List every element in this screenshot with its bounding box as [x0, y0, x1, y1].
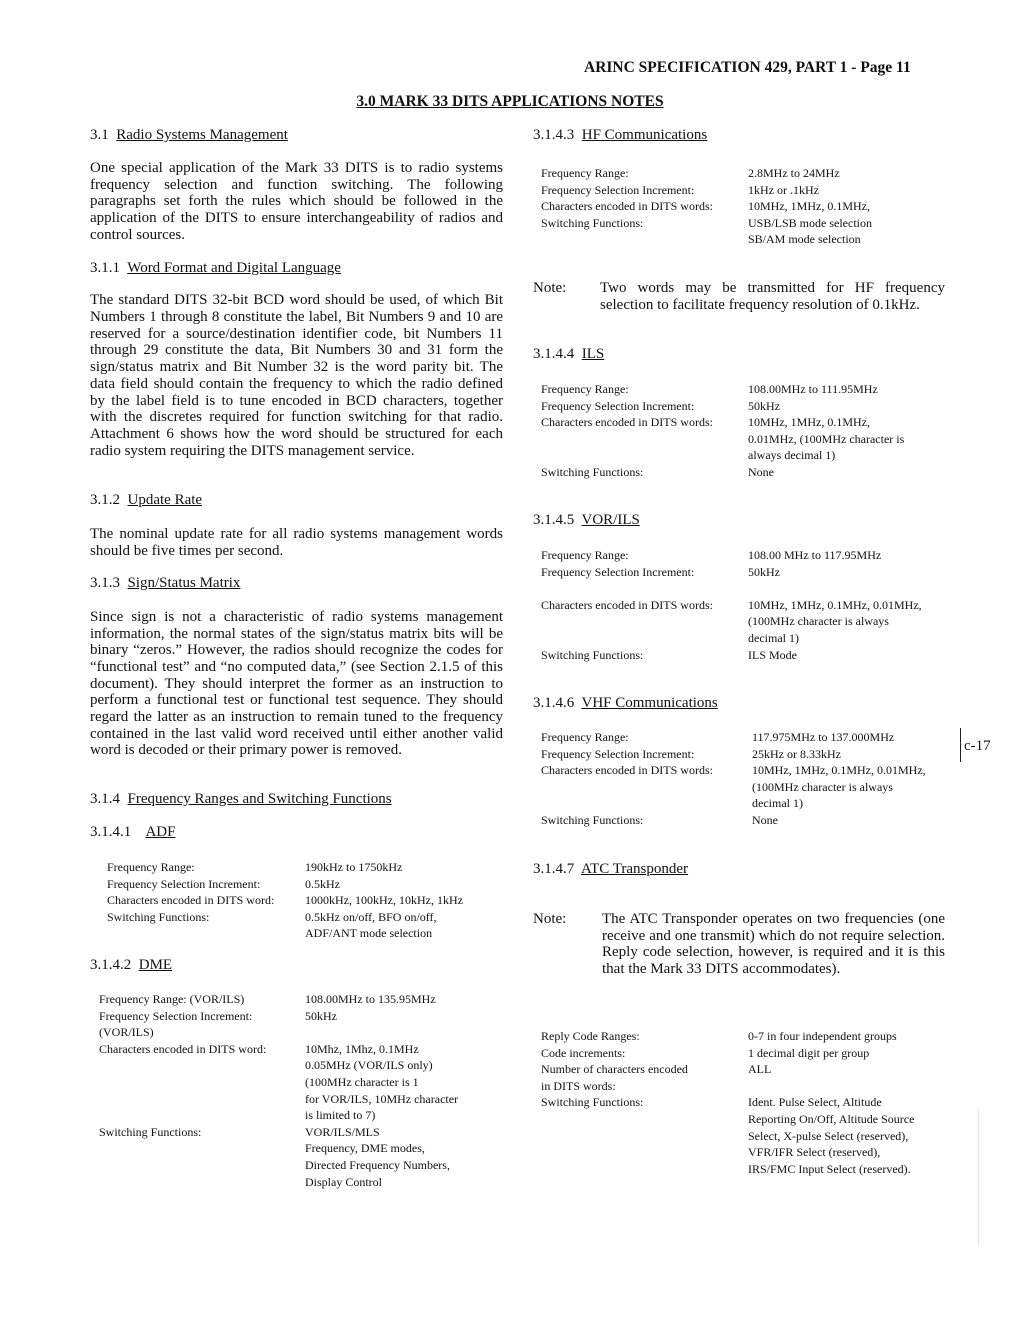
- spec-value-line: 0.05MHz (VOR/ILS only): [305, 1058, 433, 1073]
- spec-value-line: 10Mhz, 1Mhz, 0.1MHz: [305, 1041, 419, 1056]
- spec-label-line: Switching Functions:: [107, 909, 210, 924]
- heading-title: VHF Communications: [581, 695, 718, 711]
- spec-label-line: in DITS words:: [541, 1078, 616, 1093]
- heading-number: 3.1.1: [90, 260, 120, 276]
- change-bar-marker: c-17: [960, 728, 991, 762]
- spec-label-line: Frequency Selection Increment:: [541, 182, 695, 197]
- section-title-text: 3.0 MARK 33 DITS APPLICATIONS NOTES: [356, 93, 664, 110]
- spec-label: [541, 198, 748, 215]
- spec-label: [541, 762, 752, 812]
- spec-value: [748, 1094, 914, 1177]
- spec-value-line: Select, X-pulse Select (reserved),: [748, 1128, 909, 1143]
- spec-label: [107, 876, 305, 893]
- spec-row: [541, 762, 926, 812]
- spec-label-line: Number of characters encoded: [541, 1062, 688, 1077]
- heading-3-1-4-1: [90, 824, 503, 841]
- paragraph-3-1-3: Since sign is not a characteristic of radio systems management information, the normal states of the sign/status matrix bits will be binary “zeros.” However, the radios should recognize the codes for “functional test” and “no computed data,” (see Section 2.1.5 of this document). They should interpret the former as an instruction to perform a functional test or functional test sequence. They should regard the latter as an instruction to remain tuned to the frequency contained in the last valid word received until either another valid word is decoded or their primary power is removed.: [90, 609, 503, 759]
- spec-label: [541, 414, 748, 464]
- spec-label-line: Frequency Selection Increment:: [541, 746, 695, 761]
- spec-value: [748, 1061, 771, 1094]
- heading-number: 3.1.4.7: [533, 861, 575, 877]
- hf-spec-table: [541, 165, 872, 248]
- spec-label: [541, 647, 748, 664]
- spec-value: [748, 165, 840, 182]
- spec-label-line: Characters encoded in DITS word:: [99, 1041, 267, 1056]
- spec-value-line: ILS Mode: [748, 647, 797, 662]
- spec-value-line: ALL: [748, 1062, 772, 1077]
- spec-label-line: Frequency Range:: [107, 860, 195, 874]
- heading-title: VOR/ILS: [581, 512, 640, 528]
- spec-row: [541, 647, 922, 664]
- margin-dotted-line: [978, 1110, 979, 1245]
- spec-label: [541, 729, 752, 746]
- spec-label-line: Switching Functions:: [541, 215, 644, 230]
- spec-row: [541, 414, 904, 464]
- heading-number: 3.1.3: [90, 575, 120, 591]
- spec-row: [541, 381, 904, 398]
- adf-spec-table: [107, 859, 463, 942]
- spec-value: [748, 597, 922, 647]
- page-header: ARINC SPECIFICATION 429, PART 1 - Page 11: [584, 59, 911, 76]
- note-hf: [533, 280, 945, 320]
- spec-label-line: Switching Functions:: [541, 812, 644, 827]
- spec-label: [99, 1008, 305, 1041]
- ils-spec-table: [541, 381, 904, 481]
- heading-3-1-4-5: [533, 512, 945, 529]
- spec-value: [752, 746, 841, 763]
- spec-label-line: Switching Functions:: [541, 1095, 644, 1110]
- heading-title: Word Format and Digital Language: [127, 260, 341, 276]
- spec-label-line: Frequency Selection Increment:: [541, 398, 695, 413]
- spec-label: [99, 1124, 305, 1190]
- spec-value-line: Frequency, DME modes,: [305, 1141, 425, 1156]
- spec-value: [752, 729, 894, 746]
- spec-value: [748, 1028, 897, 1045]
- heading-title: Radio Systems Management: [116, 127, 288, 143]
- spec-value-line: 117.975MHz to 137.000MHz: [752, 730, 895, 744]
- spec-value-line: 0.01MHz, (100MHz character is: [748, 431, 905, 446]
- spec-row: [107, 909, 463, 942]
- spec-label: [541, 215, 748, 248]
- spec-label: [541, 746, 752, 763]
- spec-label: [541, 165, 748, 182]
- spec-label-line: [541, 580, 748, 597]
- heading-number: 3.1.4: [90, 791, 120, 807]
- spec-row: [99, 1008, 458, 1041]
- spec-row: [541, 198, 872, 215]
- spec-row: [541, 597, 922, 647]
- vhf-spec-table: [541, 729, 926, 829]
- spec-row: [99, 991, 458, 1008]
- heading-3-1-4-2: [90, 957, 503, 974]
- spec-value-line: VFR/IFR Select (reserved),: [748, 1145, 881, 1160]
- vor-ils-spec-table: [541, 547, 922, 663]
- spec-row: [99, 1041, 458, 1124]
- spec-value-line: 108.00MHz to 135.95MHz: [305, 992, 436, 1006]
- spec-value-line: decimal 1): [748, 630, 799, 645]
- spec-label-line: Frequency Selection Increment:: [107, 876, 261, 891]
- spec-value: [305, 892, 463, 909]
- spec-value-line: Reporting On/Off, Altitude Source: [748, 1111, 915, 1126]
- spec-value: [305, 859, 402, 876]
- heading-3-1: [90, 127, 503, 144]
- heading-title: Frequency Ranges and Switching Functions: [127, 791, 392, 807]
- spec-row: [541, 746, 926, 763]
- spec-value-line: is limited to 7): [305, 1108, 376, 1123]
- atc-spec-table: [541, 1028, 914, 1177]
- spec-label-line: Frequency Range:: [541, 166, 629, 180]
- heading-title: ATC Transponder: [580, 861, 689, 877]
- heading-title: HF Communications: [581, 127, 708, 143]
- dme-spec-table: [99, 991, 458, 1190]
- spec-label-line: Frequency Range:: [541, 548, 629, 562]
- heading-title: DME: [138, 957, 173, 973]
- spec-label: [107, 909, 305, 942]
- heading-number: 3.1.4.1: [90, 824, 132, 840]
- spec-value-line: decimal 1): [752, 796, 803, 811]
- spec-label-line: Characters encoded in DITS words:: [541, 199, 713, 214]
- spec-value: [305, 991, 436, 1008]
- spec-label: [541, 464, 748, 481]
- spec-value-line: Ident. Pulse Select, Altitude: [748, 1095, 882, 1110]
- spec-label-line: Switching Functions:: [99, 1124, 202, 1139]
- spec-value-line: 50kHz: [748, 398, 780, 413]
- spec-value-line: 190kHz to 1750kHz: [305, 860, 403, 874]
- spec-value-line: USB/LSB mode selection: [748, 215, 872, 230]
- spec-label-line: Switching Functions:: [541, 647, 644, 662]
- spec-row: [541, 1061, 914, 1094]
- spec-label-line: Switching Functions:: [541, 464, 644, 479]
- spec-row: [541, 182, 872, 199]
- note-label: Note:: [533, 911, 567, 927]
- spec-label: [541, 547, 748, 564]
- spec-row: [541, 398, 904, 415]
- spec-value: [748, 398, 780, 415]
- spec-value: [305, 876, 340, 893]
- heading-3-1-4-3: [533, 127, 945, 144]
- spec-value: [748, 182, 819, 199]
- spec-row: [541, 464, 904, 481]
- spec-row: [107, 892, 463, 909]
- spec-label-line: Reply Code Ranges:: [541, 1029, 640, 1043]
- spec-value-line: 1000kHz, 100kHz, 10kHz, 1kHz: [305, 893, 463, 908]
- heading-number: 3.1.4.6: [533, 695, 575, 711]
- spec-value-line: None: [752, 812, 778, 827]
- heading-3-1-4-6: [533, 695, 945, 712]
- spec-label-line: Frequency Range:: [541, 382, 629, 396]
- heading-number: 3.1.4.2: [90, 957, 132, 973]
- heading-title: Sign/Status Matrix: [127, 575, 241, 591]
- spec-label: [541, 597, 748, 647]
- spec-value-line: 10MHz, 1MHz, 0.1MHz, 0.01MHz,: [748, 597, 922, 612]
- paragraph-3-1: One special application of the Mark 33 DITS is to radio systems frequency selection and function switching. The following paragraphs set forth the rules which should be followed in the application of the DITS to ensure interchangeability of radios and control sources.: [90, 160, 503, 243]
- spec-value-line: 0.5kHz: [305, 876, 340, 891]
- spec-value-line: 1kHz or .1kHz: [748, 182, 819, 197]
- spec-label-line: Characters encoded in DITS word:: [107, 893, 275, 908]
- spec-value-line: always decimal 1): [748, 448, 836, 463]
- spec-label: [107, 859, 305, 876]
- spec-label: [541, 398, 748, 415]
- spec-label: [541, 1028, 748, 1045]
- spec-value-line: ADF/ANT mode selection: [305, 926, 433, 941]
- heading-3-1-3: [90, 575, 503, 592]
- note-text: The ATC Transponder operates on two frequencies (one receive and one transmit) which do not require selection. Reply code selection, however, is required and it is this that the Mark 33 DITS accommodates).: [602, 911, 945, 977]
- note-atc: [533, 911, 945, 996]
- spec-label: [107, 892, 305, 909]
- spec-row: [541, 1094, 914, 1177]
- heading-title: ADF: [145, 824, 176, 840]
- spec-label-line: (VOR/ILS): [99, 1025, 154, 1040]
- paragraph-3-1-1: The standard DITS 32-bit BCD word should be used, of which Bit Numbers 1 through 8 constitute the label, Bit Numbers 9 and 10 are reserved for a source/destination identifier code, bit Numbers 11 through 29 constitute the data, Bit Numbers 30 and 31 form the sign/status matrix and Bit Number 32 is the word parity bit. The data field should contain the frequency to which the radio defined by the label field is to tune encoded in BCD characters, together with the discretes required for function switching for that radio. Attachment 6 shows how the word should be structured for each radio system requiring the DITS management service.: [90, 292, 503, 459]
- spec-label: [541, 381, 748, 398]
- note-text: Two words may be transmitted for HF frequency selection to facilitate frequency resolution of 0.1kHz.: [600, 280, 945, 313]
- spec-value: [748, 547, 881, 564]
- heading-3-1-2: [90, 492, 503, 509]
- spec-value-line: None: [748, 464, 774, 479]
- section-title: [0, 93, 1020, 111]
- heading-3-1-4-4: [533, 346, 945, 363]
- spec-label-line: Characters encoded in DITS words:: [541, 415, 713, 430]
- spec-value: [748, 198, 870, 215]
- spec-row: [107, 859, 463, 876]
- spec-row: [107, 876, 463, 893]
- spec-value-line: for VOR/ILS, 10MHz character: [305, 1091, 459, 1106]
- spec-value-line: 10MHz, 1MHz, 0.1MHz,: [748, 415, 870, 430]
- heading-title: ILS: [581, 346, 605, 362]
- spec-value-line: 50kHz: [305, 1008, 337, 1023]
- spec-value: [752, 812, 778, 829]
- spec-value: [748, 1045, 869, 1062]
- spec-value-line: Directed Frequency Numbers,: [305, 1157, 450, 1172]
- spec-value-line: (100MHz character is always: [748, 614, 889, 629]
- spec-label-line: Frequency Range:: [541, 730, 629, 744]
- spec-label-line: Frequency Selection Increment:: [541, 564, 695, 579]
- spec-label: [541, 182, 748, 199]
- spec-value: [748, 381, 878, 398]
- spec-value: [748, 647, 797, 664]
- spec-label-line: Characters encoded in DITS words:: [541, 763, 713, 778]
- heading-number: 3.1.2: [90, 492, 120, 508]
- spec-row: [541, 215, 872, 248]
- spec-value-line: (100MHz character is always: [752, 779, 893, 794]
- spec-label-line: Frequency Selection Increment:: [99, 1008, 253, 1023]
- spec-value-line: IRS/FMC Input Select (reserved).: [748, 1161, 911, 1176]
- spec-value-line: 0.5kHz on/off, BFO on/off,: [305, 909, 437, 924]
- spec-label: [541, 1094, 748, 1177]
- spec-value: [752, 762, 926, 812]
- spec-row: [541, 1045, 914, 1062]
- spec-value-line: (100MHz character is 1: [305, 1074, 419, 1089]
- spec-row: [99, 1124, 458, 1190]
- spec-value: [305, 1124, 450, 1190]
- spec-label-line: Code increments:: [541, 1045, 626, 1060]
- spec-label: [541, 812, 752, 829]
- spec-value: [748, 414, 904, 464]
- spec-value-line: 108.00 MHz to 117.95MHz: [748, 548, 882, 562]
- spec-row: [541, 547, 922, 564]
- heading-number: 3.1.4.4: [533, 346, 575, 362]
- spec-value-line: 108.00MHz to 111.95MHz: [748, 382, 878, 396]
- spec-value-line: 50kHz: [748, 564, 780, 579]
- spec-label: [541, 1061, 748, 1094]
- heading-3-1-4: [90, 791, 503, 808]
- heading-3-1-1: [90, 260, 503, 277]
- heading-3-1-4-7: [533, 861, 945, 878]
- heading-title: Update Rate: [127, 492, 203, 508]
- spec-value-line: VOR/ILS/MLS: [305, 1124, 380, 1139]
- spec-value-line: 2.8MHz to 24MHz: [748, 166, 840, 180]
- spec-value: [305, 1041, 458, 1124]
- spec-row: [541, 812, 926, 829]
- heading-number: 3.1: [90, 127, 109, 143]
- spec-value-line: 10MHz, 1MHz, 0.1MHz,: [748, 199, 870, 214]
- spec-label-line: Characters encoded in DITS words:: [541, 597, 713, 612]
- spec-row: [541, 165, 872, 182]
- spec-value-line: 10MHz, 1MHz, 0.1MHz, 0.01MHz,: [752, 763, 926, 778]
- paragraph-3-1-2: The nominal update rate for all radio systems management words should be five times per second.: [90, 526, 503, 559]
- heading-number: 3.1.4.5: [533, 512, 575, 528]
- spec-label: [99, 991, 305, 1008]
- spec-value: [748, 464, 774, 481]
- spec-value: [748, 564, 780, 597]
- spec-label: [541, 564, 748, 597]
- spec-value-line: 1 decimal digit per group: [748, 1045, 870, 1060]
- spec-row: [541, 1028, 914, 1045]
- spec-value: [305, 909, 437, 942]
- spec-value: [748, 215, 872, 248]
- spec-label-line: Frequency Range: (VOR/ILS): [99, 992, 245, 1006]
- spec-row: [541, 729, 926, 746]
- spec-value-line: Display Control: [305, 1174, 382, 1189]
- spec-value-line: 0-7 in four independent groups: [748, 1029, 897, 1043]
- spec-label: [99, 1041, 305, 1124]
- note-label: Note:: [533, 280, 567, 296]
- spec-row: [541, 564, 922, 597]
- spec-value-line: 25kHz or 8.33kHz: [752, 746, 841, 761]
- heading-number: 3.1.4.3: [533, 127, 575, 143]
- spec-value: [305, 1008, 337, 1041]
- spec-value-line: SB/AM mode selection: [748, 232, 861, 247]
- spec-label: [541, 1045, 748, 1062]
